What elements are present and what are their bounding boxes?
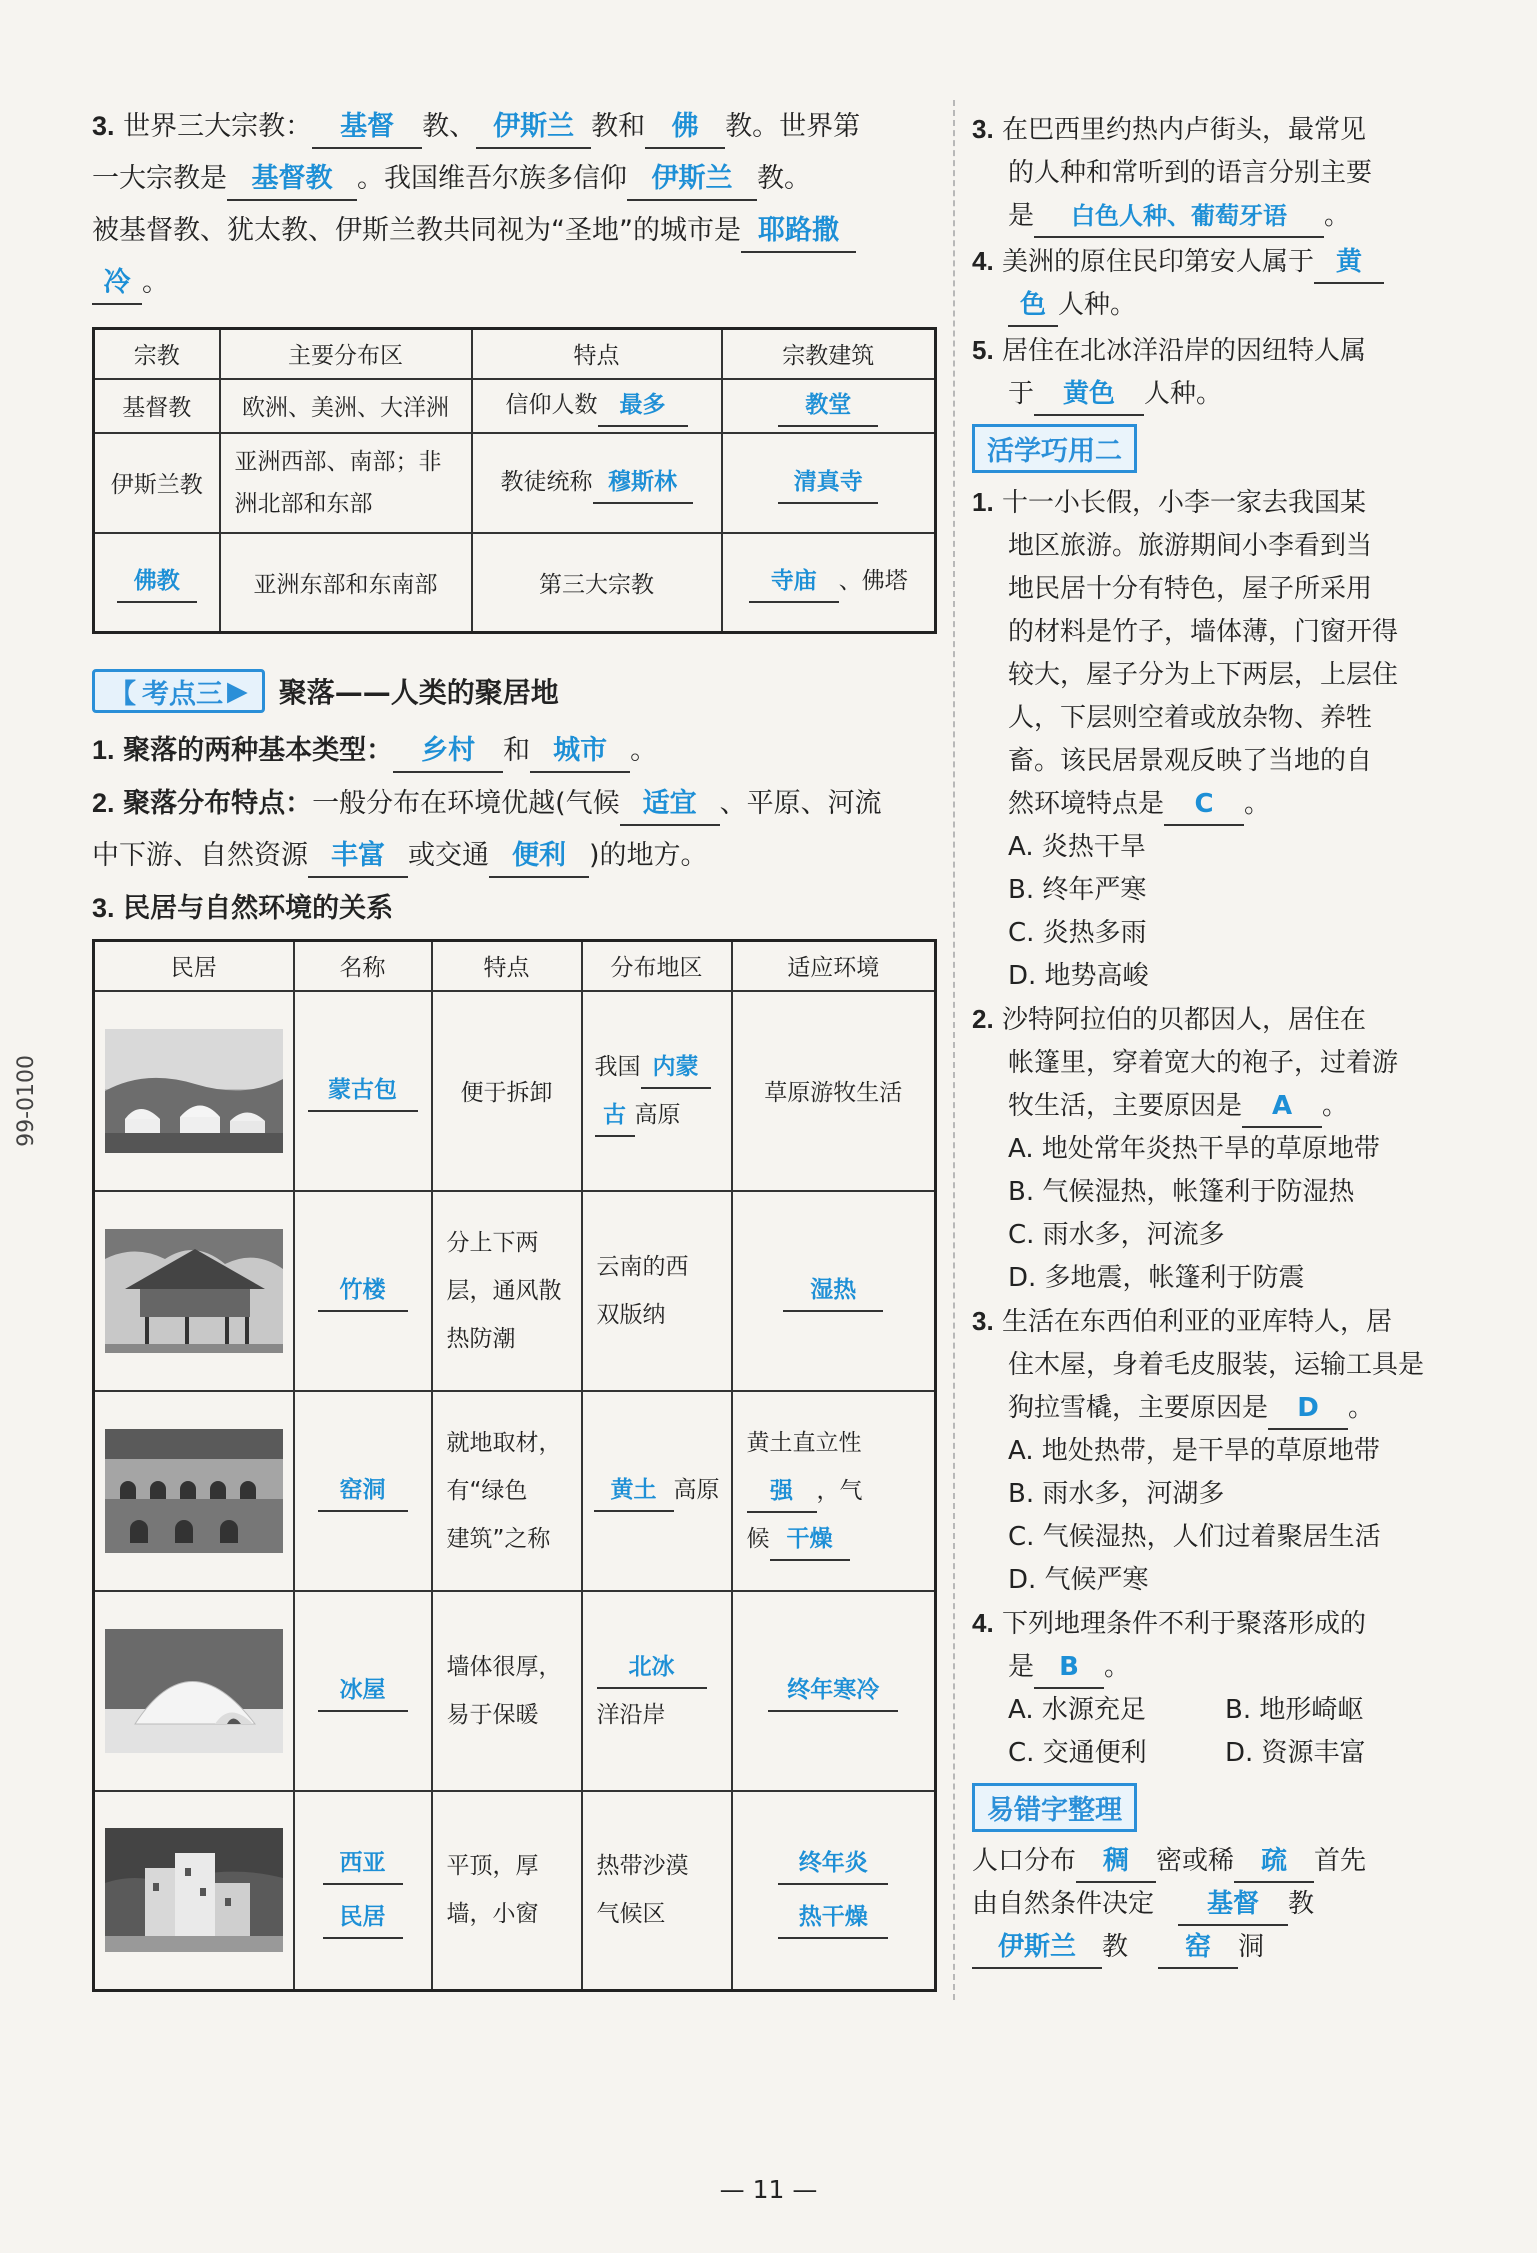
practice-q4 (972, 1602, 1442, 1775)
text: 一大宗教是 (92, 163, 227, 194)
text: 双版纳 (596, 1301, 666, 1328)
religion-question-line-1 (92, 100, 937, 153)
text: 热防潮 (446, 1325, 516, 1352)
table-cell: 便于拆卸 (432, 991, 582, 1191)
answer-blank[interactable]: 适宜 (620, 784, 720, 826)
text: 一般分布在环境优越(气候 (312, 788, 620, 819)
answer-blank[interactable]: 窑 (1158, 1927, 1238, 1969)
text: 平顶，厚 (446, 1853, 539, 1880)
text: 教。 (757, 163, 811, 194)
arrow-right-icon: ▶ (227, 675, 248, 707)
table-cell (294, 991, 432, 1191)
question-number: 3. (972, 1306, 994, 1336)
answer-blank[interactable]: 黄色 (1034, 374, 1144, 416)
religion-question-line-4 (92, 257, 937, 309)
text: 狗拉雪橇，主要原因是 (1008, 1393, 1269, 1423)
text: 。 (1348, 1393, 1375, 1423)
table-cell (732, 1591, 936, 1791)
table-header: 宗教 (94, 329, 220, 379)
text: 住木屋，身着毛皮服装，运输工具是 (1008, 1350, 1425, 1380)
text: 牧生活，主要原因是 (1008, 1091, 1243, 1121)
table-cell: 基督教 (94, 379, 220, 433)
answer-blank[interactable]: 最多 (598, 385, 688, 427)
table-row (94, 433, 936, 533)
answer-blank[interactable]: 伊斯兰 (476, 107, 591, 149)
answer-line (972, 284, 1442, 327)
religion-table (92, 327, 937, 634)
answer-blank[interactable]: 伊斯兰 (972, 1927, 1102, 1969)
answer-blank[interactable]: 蒙古包 (308, 1070, 418, 1112)
typo-tag: 易错字整理 (972, 1783, 1137, 1832)
option-c[interactable]: C. 雨水多，河流多 (1008, 1220, 1225, 1250)
answer-blank[interactable]: 色 (1008, 285, 1058, 327)
answer-blank[interactable]: 终年炎 (778, 1843, 888, 1885)
table-cell (722, 379, 936, 433)
table-header: 特点 (432, 941, 582, 991)
section-title: 聚落——人类的聚居地 (278, 676, 559, 709)
label: 聚落的两种基本类型： (123, 735, 394, 766)
question-number: 2. (972, 1004, 994, 1034)
table-cell (94, 1391, 294, 1591)
answer-blank[interactable]: 穆斯林 (593, 462, 693, 504)
table-cell (294, 1191, 432, 1391)
table-cell (294, 1791, 432, 1991)
text: 洲北部和东部 (234, 490, 373, 517)
table-cell (432, 1791, 582, 1991)
text: 层，通风散 (446, 1277, 562, 1304)
answer-blank[interactable]: 便利 (489, 836, 589, 878)
text: 和 (503, 735, 531, 766)
answer-blank[interactable]: 乡村 (393, 731, 503, 773)
table-cell (94, 1591, 294, 1791)
text: 地区旅游。旅游期间小李看到当 (1008, 531, 1373, 561)
text: 黄土直立性 (746, 1429, 862, 1456)
table-cell (722, 533, 936, 633)
cave-dwelling-photo (105, 1429, 283, 1553)
table-cell (94, 1191, 294, 1391)
text: 帐篷里，穿着宽大的袍子，过着游 (1008, 1048, 1399, 1078)
table-row (94, 1591, 936, 1791)
text: 教和 (591, 111, 646, 142)
text: 于 (1008, 379, 1035, 409)
table-cell (220, 433, 472, 533)
text: 在巴西里约热内卢街头，最常见 (1001, 115, 1366, 145)
page-number: — 11 — (719, 2175, 818, 2204)
table-cell (732, 1791, 936, 1991)
table-row (94, 1391, 936, 1591)
answer-blank[interactable]: 竹楼 (318, 1270, 408, 1312)
table-header: 民居 (94, 941, 294, 991)
table-header: 适应环境 (732, 941, 936, 991)
text: 、平原、河流 (719, 788, 882, 819)
table-cell (582, 1391, 732, 1591)
dwelling-heading (92, 882, 937, 935)
religion-question-line-3 (92, 205, 937, 257)
answer-blank[interactable]: 佛教 (117, 561, 197, 603)
text: 气候区 (596, 1901, 666, 1928)
answer-blank[interactable]: 白色人种、葡萄牙语 (1034, 196, 1324, 238)
table-cell (582, 1591, 732, 1791)
question-number: 2. (92, 788, 115, 818)
text: 建筑”之称 (446, 1525, 551, 1552)
table-cell: 草原游牧生活 (732, 991, 936, 1191)
text: 高原 (673, 1476, 720, 1503)
text: 。 (1324, 201, 1351, 231)
option-b[interactable]: B. 终年严寒 (1008, 875, 1147, 905)
table-cell (432, 1191, 582, 1391)
table-cell (432, 1391, 582, 1591)
answer-blank[interactable]: 耶路撒 (741, 211, 856, 253)
question-number: 3. (92, 893, 115, 923)
answer-blank[interactable]: 黄 (1314, 242, 1384, 284)
dwelling-table (92, 939, 937, 1992)
answer-blank[interactable]: 基督 (1178, 1884, 1288, 1926)
table-cell (732, 1391, 936, 1591)
answer-line (972, 373, 1442, 416)
option-b[interactable]: B. 地形崎岖 (1225, 1695, 1364, 1725)
option-b[interactable]: B. 雨水多，河湖多 (1008, 1479, 1225, 1509)
text: 热带沙漠 (596, 1853, 689, 1880)
tag-label: 考点三 (142, 678, 223, 710)
table-cell (94, 533, 220, 633)
answer-blank[interactable]: B (1034, 1647, 1104, 1689)
answer-blank[interactable]: 湿热 (783, 1270, 883, 1312)
table-cell: 亚洲东部和东南部 (220, 533, 472, 633)
practice-tag: 活学巧用二 (972, 424, 1137, 473)
yurt-photo (105, 1029, 283, 1153)
igloo-photo (105, 1629, 283, 1753)
text: 下列地理条件不利于聚落形成的 (1001, 1609, 1366, 1639)
table-cell (472, 433, 722, 533)
practice-q1 (972, 481, 1442, 998)
text: 教 (1102, 1932, 1129, 1962)
text: 中下游、自然资源 (92, 840, 308, 871)
text: 。 (142, 267, 169, 298)
text: 墙体很厚， (446, 1653, 562, 1680)
table-header: 宗教建筑 (722, 329, 936, 379)
religion-question-line-2 (92, 153, 937, 205)
answer-blank[interactable]: 基督 (312, 107, 422, 149)
text: 十一小长假，小李一家去我国某 (1001, 488, 1366, 518)
table-cell: 伊斯兰教 (94, 433, 220, 533)
text: 候 (746, 1525, 770, 1552)
text: 的材料是竹子，墙体薄，门窗开得 (1008, 617, 1399, 647)
text: 较大，屋子分为上下两层，上层住 (1008, 660, 1399, 690)
text: 居住在北冰洋沿岸的因纽特人属 (1001, 336, 1366, 366)
table-row (94, 379, 936, 433)
option-a[interactable]: A. 炎热干旱 (1008, 832, 1146, 862)
text: 是 (1008, 1652, 1035, 1682)
table-cell (582, 991, 732, 1191)
answer-blank[interactable]: 丰富 (308, 836, 408, 878)
text: 人种。 (1058, 290, 1137, 320)
answer-blank[interactable]: 干燥 (770, 1519, 850, 1561)
text: 由自然条件决定 (972, 1889, 1155, 1919)
table-cell (472, 379, 722, 433)
label: 民居与自然环境的关系 (123, 893, 394, 924)
answer-blank[interactable]: D (1268, 1388, 1348, 1430)
table-cell (722, 433, 936, 533)
table-cell: 欧洲、美洲、大洋洲 (220, 379, 472, 433)
answer-blank[interactable]: A (1242, 1086, 1322, 1128)
practice-q3 (972, 1300, 1442, 1602)
text: 畜。该民居景观反映了当地的自 (1008, 746, 1373, 776)
text: ，气 (816, 1477, 863, 1504)
answer-blank[interactable]: 西亚 (323, 1843, 403, 1885)
bamboo-house-photo (105, 1229, 283, 1353)
option-c[interactable]: C. 炎热多雨 (1008, 918, 1147, 948)
option-c[interactable]: C. 交通便利 (1008, 1738, 1147, 1768)
table-row (94, 991, 936, 1191)
text: 世界三大宗教： (123, 111, 313, 142)
table-header: 主要分布区 (220, 329, 472, 379)
question-number: 4. (972, 246, 994, 276)
table-header: 特点 (472, 329, 722, 379)
answer-blank[interactable]: 佛 (645, 107, 725, 149)
answer-blank[interactable]: 民居 (323, 1897, 403, 1939)
right-q4 (972, 240, 1442, 284)
table-cell (582, 1791, 732, 1991)
left-column (92, 100, 937, 1992)
typo-line-2 (972, 1883, 1442, 1926)
option-d[interactable]: D. 地势高峻 (1008, 961, 1149, 991)
answer-line (972, 195, 1442, 238)
text: 分上下两 (446, 1229, 539, 1256)
text: 就地取材， (446, 1429, 562, 1456)
text: 沙特阿拉伯的贝都因人，居住在 (1001, 1005, 1366, 1035)
answer-blank[interactable]: 黄土 (594, 1470, 674, 1512)
text: 然环境特点是 (1008, 789, 1165, 819)
answer-blank[interactable]: 北冰 (597, 1647, 707, 1689)
option-a[interactable]: A. 地处热带，是干旱的草原地带 (1008, 1436, 1380, 1466)
text: 教、 (422, 111, 477, 142)
answer-blank[interactable]: 疏 (1234, 1841, 1314, 1883)
option-c[interactable]: C. 气候湿热，人们过着聚居生活 (1008, 1522, 1381, 1552)
text: 。我国维吾尔族多信仰 (357, 163, 627, 194)
text: 是 (1008, 201, 1035, 231)
text: 。 (630, 735, 658, 766)
table-row (94, 1191, 936, 1391)
text: 教 (1288, 1889, 1315, 1919)
text: 生活在东西伯利亚的亚库特人，居 (1001, 1307, 1392, 1337)
answer-blank[interactable]: 冰屋 (318, 1670, 408, 1712)
text: 高原 (634, 1101, 681, 1128)
label: 聚落分布特点： (123, 788, 313, 819)
right-q5 (972, 329, 1442, 373)
text: 有“绿色 (446, 1477, 528, 1504)
section-header (92, 664, 937, 718)
answer-blank[interactable]: 基督教 (227, 159, 357, 201)
west-asia-house-photo (105, 1828, 283, 1952)
text: 信仰人数 (505, 391, 598, 418)
text: 。 (1244, 789, 1271, 819)
answer-blank[interactable]: 热干燥 (778, 1897, 888, 1939)
right-q3 (972, 108, 1442, 152)
text: 地民居十分有特色，屋子所采用 (1008, 574, 1373, 604)
text: )的地方。 (589, 840, 708, 871)
table-row (94, 533, 936, 633)
text: 教。世界第 (725, 111, 861, 142)
text: 人，下层则空着或放杂物、养牲 (1008, 703, 1373, 733)
text: 。 (1104, 1652, 1131, 1682)
text: 洞 (1238, 1932, 1265, 1962)
text: 易于保暖 (446, 1701, 539, 1728)
answer-blank[interactable]: 古 (595, 1095, 635, 1137)
question-number: 3. (92, 111, 115, 141)
table-cell (732, 1191, 936, 1391)
text: 美洲的原住民印第安人属于 (1001, 247, 1314, 277)
table-cell (294, 1591, 432, 1791)
text: 人口分布 (972, 1846, 1077, 1876)
table-row (94, 1791, 936, 1991)
option-a[interactable]: A. 水源充足 (1008, 1695, 1146, 1725)
table-cell (294, 1391, 432, 1591)
question-number: 1. (972, 487, 994, 517)
text: 的人种和常听到的语言分别主要 (1008, 158, 1373, 188)
option-d[interactable]: D. 多地震，帐篷利于防震 (1008, 1263, 1305, 1293)
settlement-distribution-line-1 (92, 777, 937, 830)
table-cell (582, 1191, 732, 1391)
answer-blank[interactable]: 城市 (530, 731, 630, 773)
bracket-icon: 【 (109, 678, 136, 710)
answer-blank[interactable]: 稠 (1076, 1841, 1156, 1883)
column-divider (953, 100, 955, 2000)
text: 墙，小窗 (446, 1901, 539, 1928)
option-d[interactable]: D. 气候严寒 (1008, 1565, 1149, 1595)
table-cell: 第三大宗教 (472, 533, 722, 633)
settlement-distribution-line-2 (92, 830, 937, 882)
side-code: 99-0100 (14, 1055, 39, 1147)
answer-blank[interactable]: 寺庙 (749, 561, 839, 603)
table-header: 分布地区 (582, 941, 732, 991)
answer-blank[interactable]: 冷 (92, 263, 142, 305)
table-header: 名称 (294, 941, 432, 991)
answer-blank[interactable]: 伊斯兰 (627, 159, 757, 201)
typo-line-1 (972, 1840, 1442, 1883)
text: 洋沿岸 (596, 1701, 666, 1728)
answer-blank[interactable]: 教堂 (778, 385, 878, 427)
text: 或交通 (408, 840, 489, 871)
answer-blank[interactable]: 清真寺 (778, 462, 878, 504)
question-number: 1. (92, 735, 115, 765)
text: 、佛塔 (838, 568, 908, 595)
text: 云南的西 (596, 1253, 689, 1280)
text: 教徒统称 (500, 468, 593, 495)
table-cell (94, 1791, 294, 1991)
settlement-types-line (92, 724, 937, 777)
text: 我国 (594, 1053, 641, 1080)
table-cell (94, 991, 294, 1191)
option-b[interactable]: B. 气候湿热，帐篷利于防湿热 (1008, 1177, 1355, 1207)
option-a[interactable]: A. 地处常年炎热干旱的草原地带 (1008, 1134, 1380, 1164)
question-number: 3. (972, 114, 994, 144)
text: 密或稀 (1156, 1846, 1235, 1876)
section-tag (92, 669, 265, 713)
answer-blank[interactable]: 终年寒冷 (768, 1670, 898, 1712)
right-column (972, 108, 1442, 1969)
question-number: 5. (972, 335, 994, 365)
question-number: 4. (972, 1608, 994, 1638)
answer-blank[interactable]: 强 (747, 1471, 817, 1513)
answer-blank[interactable]: C (1164, 784, 1244, 826)
text: 。 (1322, 1091, 1349, 1121)
answer-blank[interactable]: 窑洞 (318, 1470, 408, 1512)
text: 首先 (1314, 1846, 1367, 1876)
text: 被基督教、犹太教、伊斯兰教共同视为“圣地”的城市是 (92, 215, 741, 246)
answer-blank[interactable]: 内蒙 (641, 1047, 711, 1089)
practice-q2 (972, 998, 1442, 1300)
option-d[interactable]: D. 资源丰富 (1225, 1738, 1366, 1768)
text: 亚洲西部、南部；非 (234, 448, 442, 475)
table-cell (432, 1591, 582, 1791)
typo-line-3 (972, 1926, 1442, 1969)
text: 人种。 (1144, 379, 1223, 409)
